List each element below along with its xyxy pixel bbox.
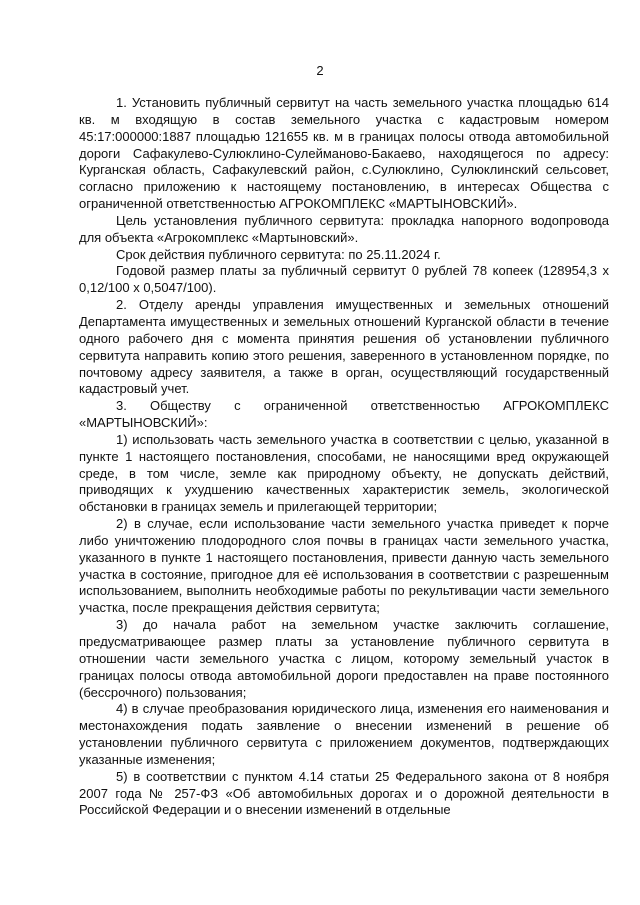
paragraph-term: Срок действия публичного сервитута: по 25.11.2024 г. [116,246,441,262]
subitem-4: 4) в случае преобразования юридического лица, изменения его наименования и местонахождения подать заявление о внесении изменений в решение об установлении публичного сервитута с приложением документов, подтверждающих указанные изменения; [79,701,609,767]
document-body [79,95,609,819]
paragraph-3: 3. Обществу с ограниченной ответственностью АГРОКОМПЛЕКС «МАРТЫНОВСКИЙ»: [79,398,609,431]
subitem-5: 5) в соответствии с пунктом 4.14 статьи 25 Федерального закона от 8 ноября 2007 года № 257-ФЗ «Об автомобильных дорогах и о дорожной деятельности в Российской Федерации и о внесении изменений в отдельные [79,768,609,818]
page-number: 2 [316,63,324,78]
subitem-1: 1) использовать часть земельного участка в соответствии с целью, указанной в пункте 1 настоящего постановления, способами, не наносящими вред окружающей среде, в том числе, земле как природному объекту, не допускать действий, приводящих к ухудшению качественных характеристик земель, экологической обстановки в границах земель и прилегающей территории; [79,431,609,515]
subitem-2: 2) в случае, если использование части земельного участка приведет к порче либо уничтожению плодородного слоя почвы в границах части земельного участка, указанного в пункте 1 настоящего постановления, привести данную часть земельного участка в состояние, пригодное для её использования в соответствии с разрешенным использованием, выполнить необходимые работы по рекультивации части земельного участка, после прекращения действия сервитута; [79,516,609,616]
paragraph-2: 2. Отделу аренды управления имущественных и земельных отношений Департамента имущественных и земельных отношений Курганской области в течение одного рабочего дня с момента принятия решения об установлении публичного сервитута направить копию этого решения, заверенного в установленном порядке, по почтовому адресу заявителя, а также в орган, осуществляющий государственный кадастровый учет. [79,297,609,397]
paragraph-1: 1. Установить публичный сервитут на часть земельного участка площадью 614 кв. м входящую в состав земельного участка с кадастровым номером 45:17:000000:1887 площадью 121655 кв. м в границах полосы отвода автомобильной дороги Сафакулево-Сулюклино-Сулейманово-Бакаево, находящегося по адресу: Курганская область, Сафакулевский район, с.Сулюклино, Сулюклинский сельсовет, согласно приложению к настоящему постановлению, в интересах Общества с ограниченной ответственностью АГРОКОМПЛЕКС «МАРТЫНОВСКИЙ». [79,95,609,212]
paragraph-purpose: Цель установления публичного сервитута: прокладка напорного водопровода для объекта «Агрокомплекс «Мартыновский». [79,212,609,245]
subitem-3: 3) до начала работ на земельном участке заключить соглашение, предусматривающее размер платы за установление публичного сервитута в отношении части земельного участка с лицом, которому земельный участок в границах полосы отвода автомобильной дороги предоставлен на праве постоянного (бессрочного) пользования; [79,617,609,700]
paragraph-fee: Годовой размер платы за публичный сервитут 0 рублей 78 копеек (128954,3 х 0,12/100 х 0,5047/100). [79,263,609,296]
